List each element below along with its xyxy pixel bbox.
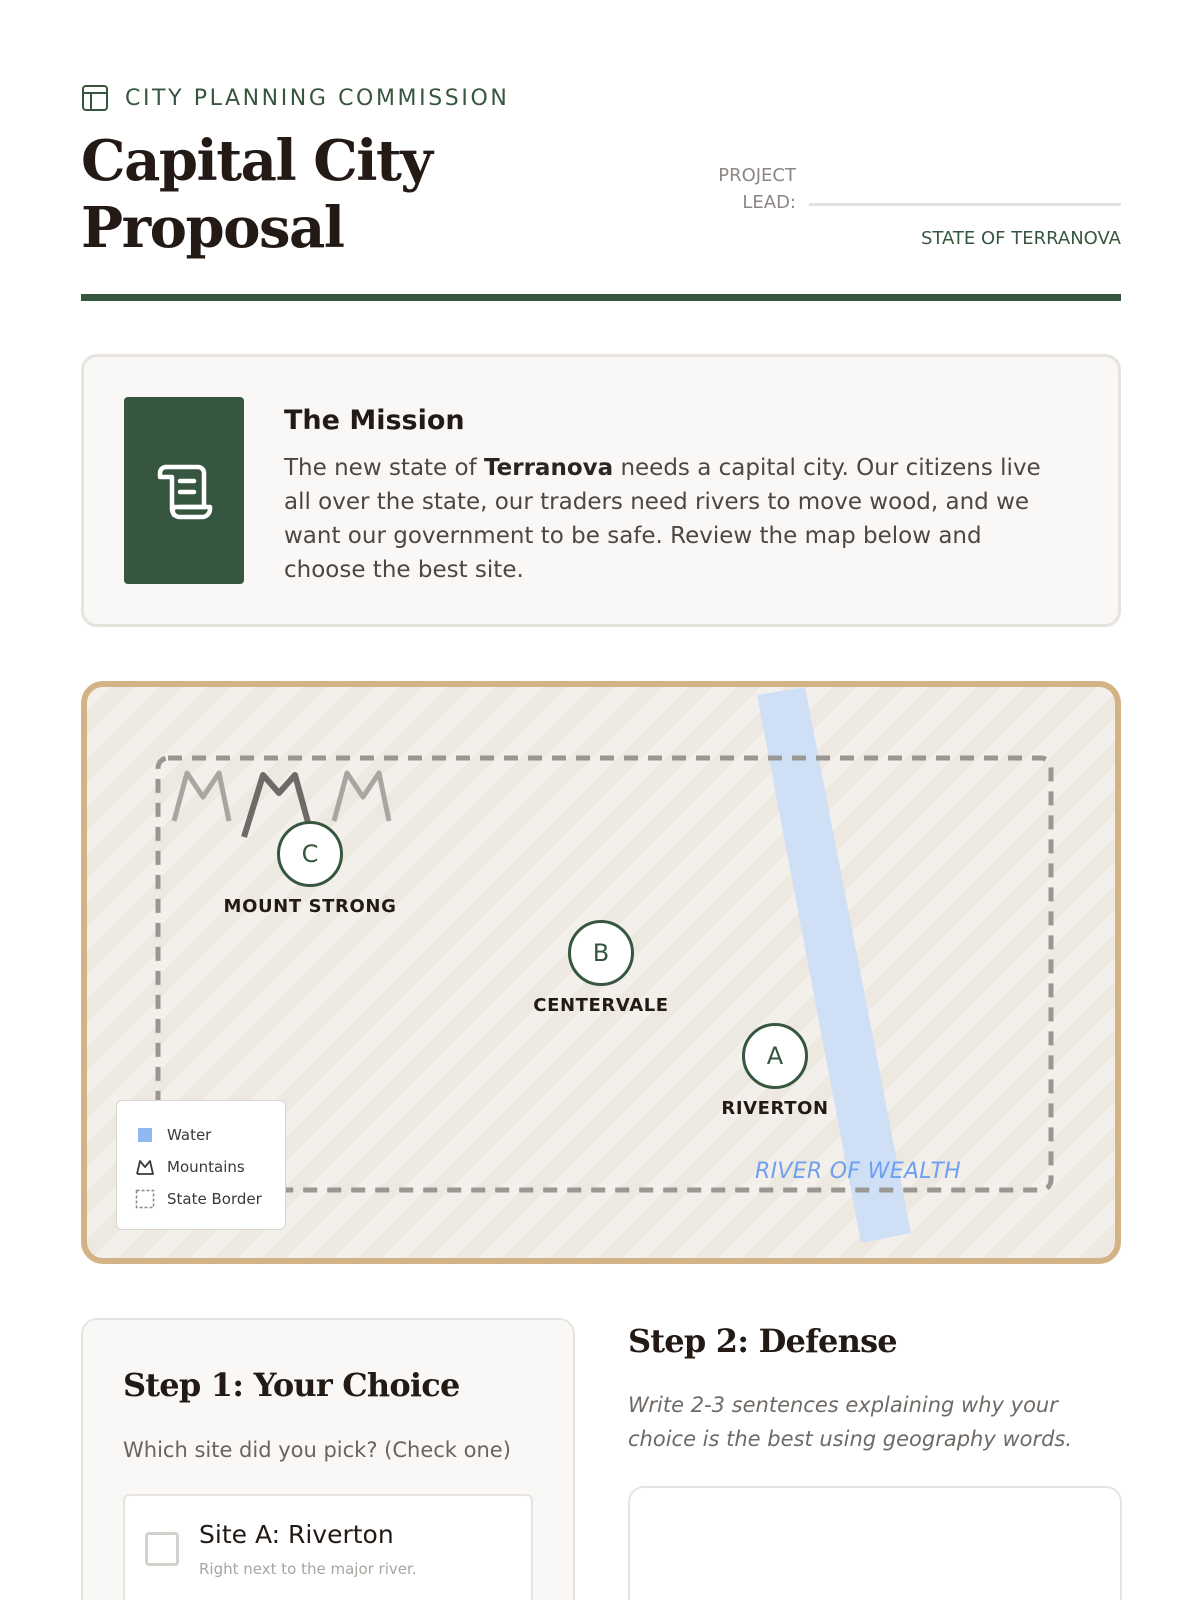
site-b-marker[interactable] [568,920,634,986]
step2-prompt: Write 2-3 sentences explaining why your choice is the best using geography words. [628,1393,1073,1451]
step2-title: Step 2: Defense [628,1322,897,1360]
mission-icon-box [124,397,244,584]
site-a-letter: A [766,1042,784,1070]
kicker [81,82,509,114]
step1-title: Step 1: Your Choice [123,1366,460,1404]
legend-label-mountains: Mountains [167,1158,245,1176]
page-header [81,78,1121,302]
site-b-label: CENTERVALE [533,995,669,1016]
state-map [81,681,1121,1264]
site-c-letter: C [301,840,319,868]
step1-prompt: Which site did you pick? (Check one) [123,1438,511,1462]
state-name-emphasis: Terranova [484,455,614,481]
site-c-marker[interactable] [277,821,343,887]
defense-answer-box[interactable] [628,1486,1122,1600]
mountain-icon [174,773,229,821]
water-swatch-icon [135,1125,155,1145]
option-title: Site A: Riverton [199,1520,394,1549]
mountain-icon [135,1157,155,1177]
site-a-option[interactable] [123,1494,533,1600]
river-label: RIVER OF WEALTH [755,1159,961,1184]
legend-item-border [135,1183,267,1215]
site-c-label: MOUNT STRONG [223,896,397,917]
mission-card [81,354,1121,627]
step2-section [628,1318,1122,1600]
option-subtitle: Right next to the major river. [199,1560,417,1578]
site-a-marker[interactable] [742,1023,808,1089]
legend-item-mountains [135,1151,267,1183]
mission-title: The Mission [284,405,465,436]
mountain-icon [334,773,389,821]
dashed-border-icon [135,1189,155,1209]
header-divider [81,294,1121,301]
mission-text-start: The new state of [284,455,484,481]
project-lead-label: PROJECT LEAD: [718,165,796,213]
project-lead-field[interactable] [809,203,1121,206]
legend-item-water [135,1119,267,1151]
site-a-label: RIVERTON [721,1098,829,1119]
legend-label-border: State Border [167,1190,262,1208]
step1-card [81,1318,575,1600]
legend-label-water: Water [167,1126,212,1144]
scroll-icon [152,459,216,523]
commission-label: CITY PLANNING COMMISSION [125,85,510,111]
mission-text [284,451,1064,587]
page-title: Capital City Proposal [81,128,432,261]
site-a-checkbox[interactable] [145,1532,179,1566]
layout-icon [81,84,109,112]
state-name: STATE OF TERRANOVA [920,228,1121,249]
map-legend [116,1100,286,1230]
site-b-letter: B [592,939,610,967]
mission-text-end: needs a capital city. Our citizens live all over the state, our traders need rivers to move wood, and we want our government to be safe. Review the map below and choose the best site. [284,455,1041,583]
